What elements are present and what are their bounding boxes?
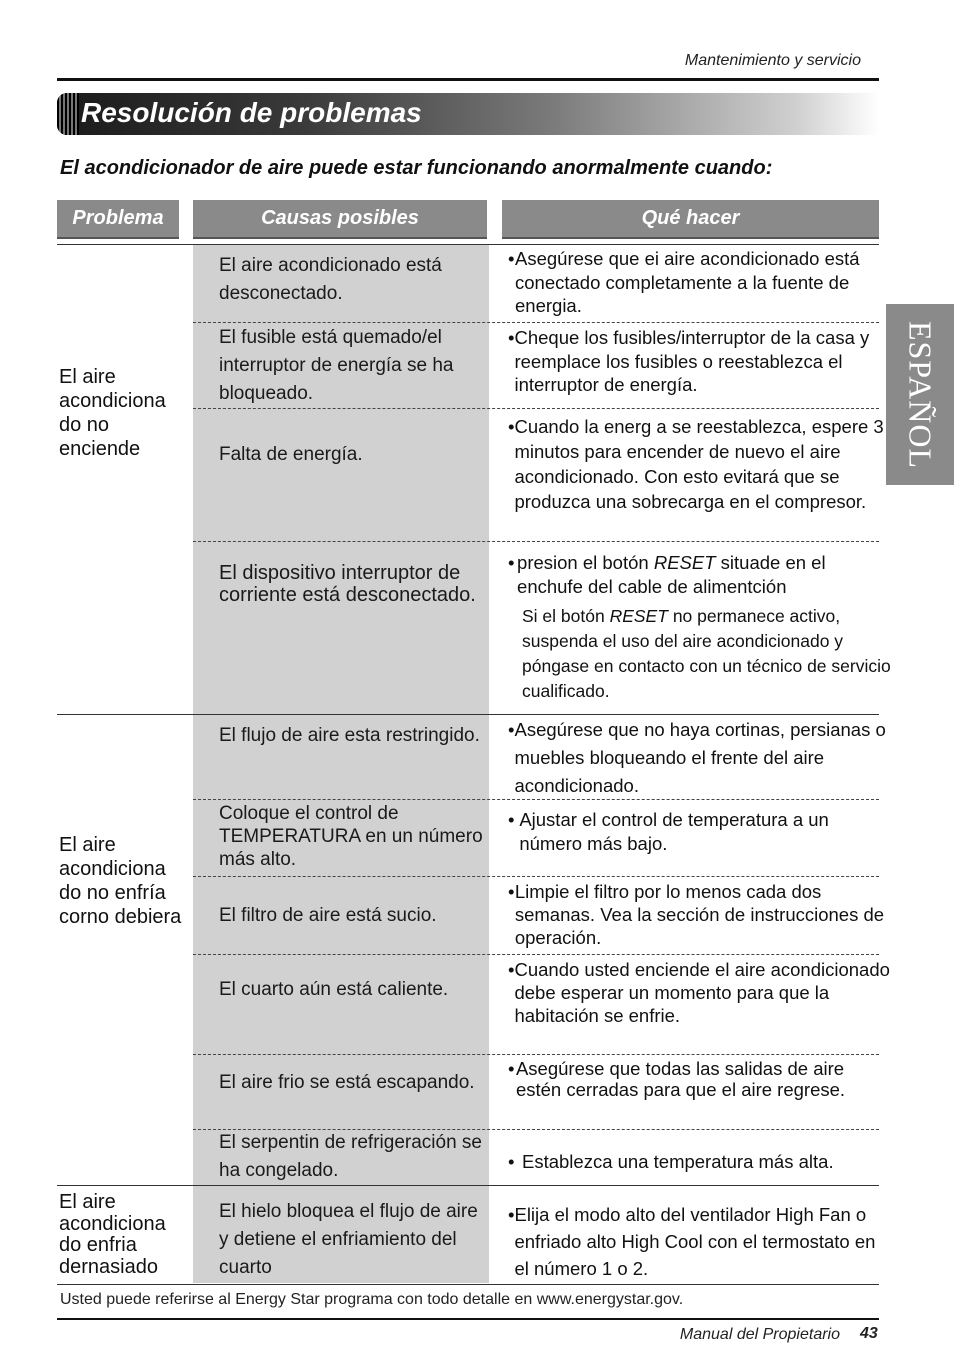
top-rule (57, 78, 879, 81)
row-divider (193, 541, 879, 542)
row-divider (193, 1054, 879, 1055)
table-rule-bottom (57, 1284, 879, 1285)
cause-cell: El flujo de aire esta restringido. (219, 725, 480, 746)
cause-cell: El cuarto aún está caliente. (219, 979, 449, 1000)
solution-cell (508, 880, 893, 949)
solution-cell (508, 247, 893, 318)
bullet: • (508, 1204, 515, 1225)
solution-text: Limpie el filtro por lo menos cada dos semanas. Vea la sección de instrucciones de operación. (514, 881, 885, 948)
row-divider (193, 322, 879, 323)
solution-text: Elija el modo alto del ventilador High Fan o enfriado alto High Cool con el termostato en el número 1 o 2. (514, 1204, 876, 1279)
solution-text: Establezca una temperatura más alta. (522, 1151, 834, 1172)
page-title: Resolución de problemas (81, 97, 422, 128)
cause-cell: El filtro de aire está sucio. (219, 905, 437, 926)
bullet: • (508, 959, 515, 980)
language-tab (886, 304, 954, 485)
bullet: • (508, 719, 515, 740)
solution-cell (508, 326, 893, 397)
manual-title: Manual del Propietario (679, 1326, 840, 1343)
solution-subtext: Si el botón RESET no permanece activo, suspenda el uso del aire acondicionado y póngase en contacto con un técnico de servicio cualificado. (522, 606, 891, 701)
solution-cell (508, 551, 893, 704)
bullet: • (508, 552, 515, 573)
solution-text: presion el botón RESET situade en el enchufe del cable de alimentción (517, 552, 826, 597)
bullet: • (508, 809, 515, 830)
row-divider (193, 954, 879, 955)
solution-cell (508, 1201, 893, 1282)
cause-cell: El fusible está quemado/el interruptor de energía se ha bloqueado. (219, 327, 454, 404)
bullet: • (508, 881, 515, 902)
language-tab-label: ESPAÑOL (902, 320, 939, 469)
reset-label: RESET (609, 606, 668, 626)
problem-cell: El aire acondiciona do no enciende (59, 366, 166, 460)
bullet: • (508, 327, 515, 348)
intro-text: El acondicionador de aire puede estar funcionando anormalmente cuando: (60, 157, 773, 179)
cause-cell: El serpentin de refrigeración se ha congelado. (219, 1132, 482, 1181)
cause-cell: El aire acondicionado está desconectado. (219, 255, 442, 304)
causes-bg-group-2 (193, 715, 489, 1185)
column-header-causes: Causas posibles (193, 200, 487, 239)
cause-cell: Falta de energía. (219, 444, 363, 465)
bullet: • (508, 248, 515, 269)
solution-text: Cuando usted enciende el aire acondicionado debe esperar un momento para que la habitación se enfrie. (514, 959, 890, 1026)
solution-text: Asegúrese que ei aire acondicionado está conectado completamente a la fuente de energia. (515, 248, 860, 316)
solution-cell (508, 808, 893, 855)
cause-cell: Coloque el control de TEMPERATURA en un número más alto. (219, 803, 483, 870)
solution-cell (508, 1058, 893, 1100)
row-divider (193, 408, 879, 409)
bullet: • (508, 1058, 515, 1079)
solution-text: Asegúrese que todas las salidas de aire estén cerradas para que el aire regrese. (515, 1058, 846, 1100)
solution-cell (508, 1150, 893, 1174)
bottom-rule (57, 1318, 879, 1320)
solution-text: Ajustar el control de temperatura a un número más bajo. (519, 809, 829, 854)
solution-cell (508, 716, 893, 800)
solution-text: Cuando la energ a se reestablezca, espere 3 minutos para encender de nuevo el aire acondicionado. Con esto evitará que se produzca una sobrecarga en el compresor. (514, 416, 884, 512)
banner-stripes (57, 93, 79, 135)
solution-cell (508, 958, 893, 1027)
energy-star-note: Usted puede referirse al Energy Star programa con todo detalle en www.energystar.gov. (60, 1291, 684, 1308)
solution-text: Asegúrese que no haya cortinas, persianas o muebles bloqueando el frente del aire acondicionado. (514, 719, 886, 796)
section-title: Mantenimiento y servicio (684, 52, 861, 69)
cause-cell: El hielo bloquea el flujo de aire y detiene el enfriamiento del cuarto (219, 1201, 478, 1278)
page-number: 43 (860, 1325, 878, 1342)
cause-cell: El dispositivo interruptor de corriente está desconectado. (219, 562, 476, 606)
causes-bg-group-1 (193, 245, 489, 714)
table-rule-top (57, 244, 879, 245)
bullet: • (508, 1151, 515, 1172)
column-header-what: Qué hacer (502, 200, 879, 239)
solution-cell (508, 414, 893, 514)
solution-text: Cheque los fusibles/interruptor de la casa y reemplace los fusibles o reestablezca el interruptor de energía. (514, 327, 870, 395)
title-banner (57, 93, 879, 135)
group-divider (57, 714, 879, 715)
group-divider (57, 1185, 879, 1186)
problem-cell: El aire acondiciona do no enfría corno debiera (59, 834, 182, 928)
reset-label: RESET (653, 552, 716, 573)
cause-cell: El aire frio se está escapando. (219, 1072, 475, 1093)
problem-cell: El aire acondiciona do enfria dernasiado (59, 1191, 166, 1278)
row-divider (193, 876, 879, 877)
column-header-problem: Problema (57, 200, 179, 239)
bullet: • (508, 416, 515, 437)
